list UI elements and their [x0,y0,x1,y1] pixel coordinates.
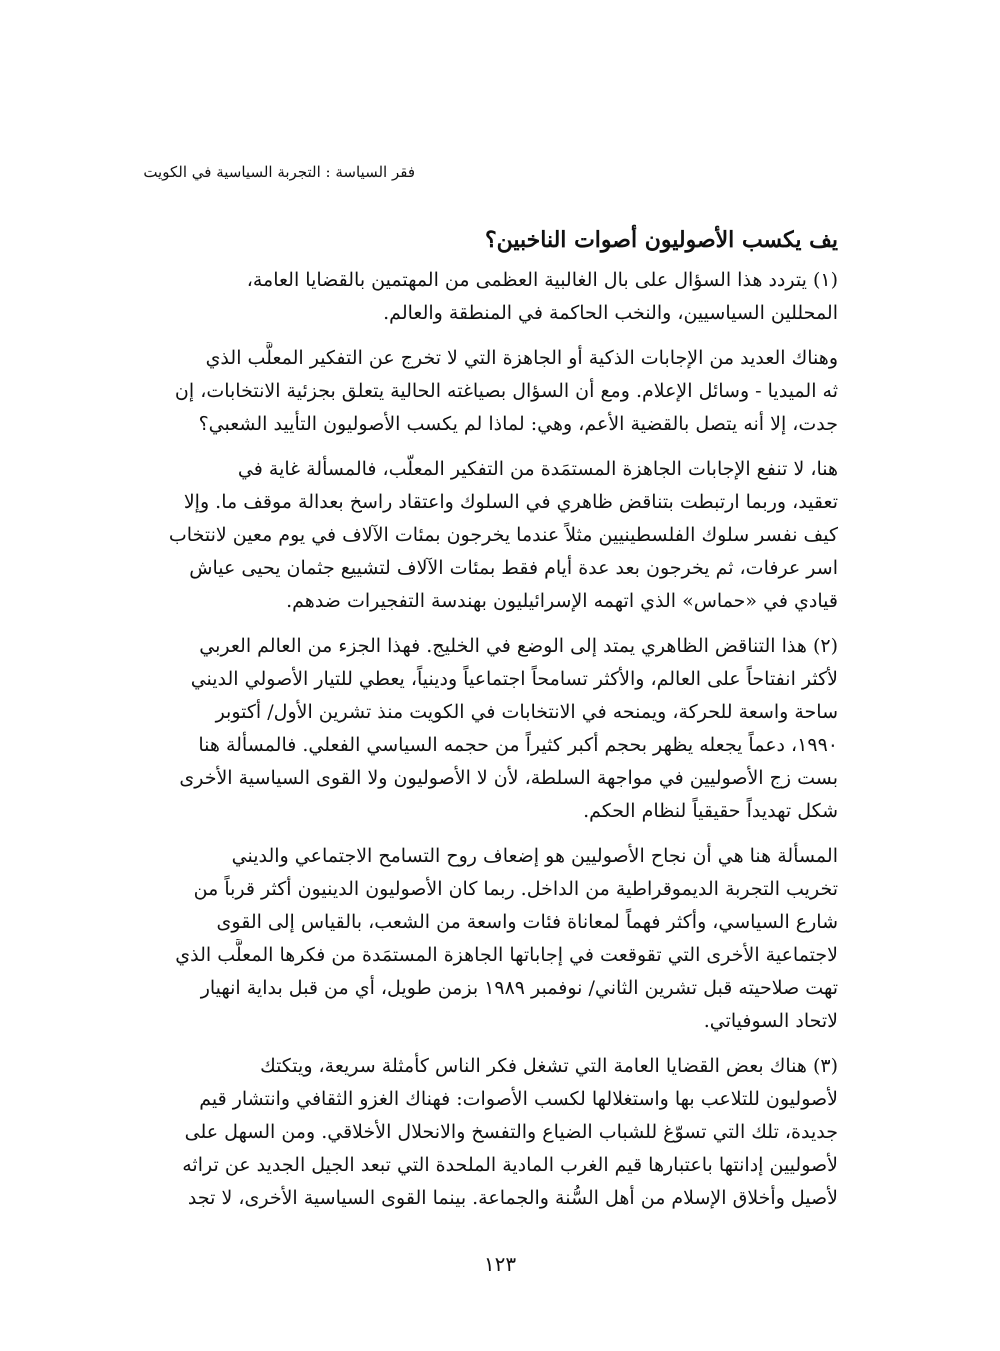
text-line: لأصوليون للتلاعب بها واستغلالها لكسب الأصوات: فهناك الغزو الثقافي وانتشار قيم [199,1088,838,1110]
text-line: اسر عرفات، ثم يخرجون بعد عدة أيام فقط بمئات الآلاف لتشييع جثمان يحيى عياش [189,557,838,579]
text-line: تهت صلاحيته قبل تشرين الثاني/ نوفمبر ١٩٨٩ بزمن طويل، أي من قبل بداية انهيار [200,977,838,999]
section-heading: يف يكسب الأصوليون أصوات الناخبين؟ [484,227,838,253]
text-line: جدت، إلا أنه يتصل بالقضية الأعم، وهي: لماذا لم يكسب الأصوليون التأييد الشعبي؟ [198,413,838,435]
text-line: شارع السياسي، وأكثر فهماً لمعاناة فئات واسعة من الشعب، بالقياس إلى القوى [216,911,838,933]
paragraph-2 [150,342,838,441]
text-line: ثه الميديا - وسائل الإعلام. ومع أن السؤال بصياغته الحالية يتعلق بجزئية الانتخابات، إن [174,380,838,402]
paragraph-3 [150,453,838,618]
text-line: المحللين السياسيين، والنخب الحاكمة في المنطقة والعالم. [383,302,838,324]
text-line: هنا، لا تنفع الإجابات الجاهزة المستمَدة من التفكير المعلّب، فالمسألة غاية في [237,458,838,480]
paragraph-5 [150,840,838,1038]
text-line: كيف نفسر سلوك الفلسطينيين مثلاً عندما يخرجون بمئات الآلاف في يوم معين لانتخاب [168,524,838,546]
text-line: المسألة هنا هي أن نجاح الأصوليين هو إضعاف روح التسامح الاجتماعي والديني [231,845,838,867]
text-line: لاتحاد السوفياتي. [703,1010,838,1032]
text-line: قيادي في «حماس» الذي اتهمه الإسرائيليون بهندسة التفجيرات ضدهم. [286,590,838,612]
text-line: لأكثر انفتاحاً على العالم، والأكثر تسامحاً اجتماعياً ودينياً، يعطي للتيار الأصولي الديني [190,668,838,690]
text-line: بست زج الأصوليين في مواجهة السلطة، لأن لا الأصوليون ولا القوى السياسية الأخرى [179,767,838,789]
page-number: ١٢٣ [483,1252,517,1276]
text-line: تعقيد، وربما ارتبطت بتناقض ظاهري في السلوك واعتقاد راسخ بعدالة موقف ما. وإلا [183,491,838,513]
text-line: جديدة، تلك التي تسوّغ للشباب الضياع والتفسخ والانحلال الأخلاقي. ومن السهل على [184,1121,838,1143]
text-line: تخريب التجربة الديموقراطية من الداخل. ربما كان الأصوليون الدينيون أكثر قرباً من [193,878,838,900]
text-line: لاجتماعية الأخرى التي تقوقعت في إجاباتها الجاهزة المستمَدة من فكرها المعلَّب الذي [175,944,838,966]
text-line: ١٩٩٠، دعماً يجعله يظهر بحجم أكبر كثيراً من حجمه السياسي الفعلي. فالمسألة هنا [198,734,838,756]
paragraph-4 [150,630,838,828]
text-line: لأصيل وأخلاق الإسلام من أهل السُّنة والجماعة. بينما القوى السياسية الأخرى، لا تجد [187,1187,838,1209]
text-line: (٢) هذا التناقض الظاهري يمتد إلى الوضع في الخليج. فهذا الجزء من العالم العربي [199,635,838,657]
paragraph-1 [150,264,838,330]
body-text [150,220,838,1227]
text-line: (٣) هناك بعض القضايا العامة التي تشغل فكر الناس كأمثلة سريعة، ويتكتك [260,1055,838,1077]
text-line: لأصوليين إدانتها باعتبارها قيم الغرب المادية الملحدة التي تبعد الجيل الجديد عن تراثه [182,1154,838,1176]
paragraph-6 [150,1050,838,1215]
text-line: وهناك العديد من الإجابات الذكية أو الجاهزة التي لا تخرج عن التفكير المعلَّب الذي [205,347,838,369]
text-line: (١) يتردد هذا السؤال على بال الغالبية العظمى من المهتمين بالقضايا العامة، [246,269,838,291]
text-line: ساحة واسعة للحركة، ويمنحه في الانتخابات في الكويت منذ تشرين الأول/ أكتوبر [215,701,838,723]
running-header: فقر السياسة : التجربة السياسية في الكويت [143,163,415,181]
text-line: شكل تهديداً حقيقياً لنظام الحكم. [583,800,838,822]
